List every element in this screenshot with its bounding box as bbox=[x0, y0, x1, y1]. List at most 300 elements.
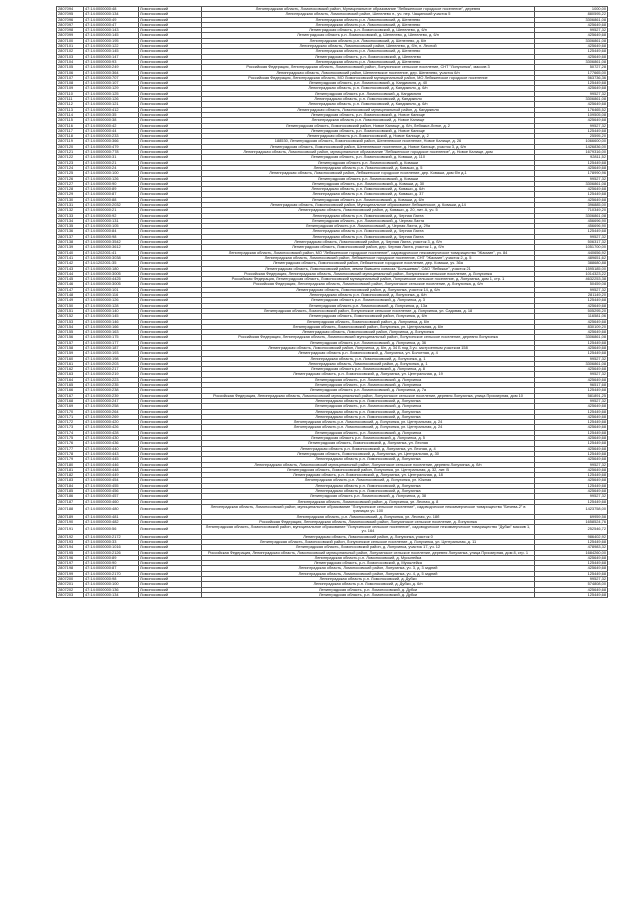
cell-kad: 47:14:0000000:147 bbox=[84, 54, 139, 59]
cell-val: 456696,90 bbox=[535, 224, 608, 229]
cell-addr: Ленинградская область р-н. Ломоносовский, д. Кандикюля bbox=[202, 91, 535, 96]
cell-rn: Ломоносовский bbox=[139, 330, 202, 335]
cell-kad: 47:14:0000000:100 bbox=[84, 582, 139, 587]
cell-kad: 47:14:0000000:145 bbox=[84, 33, 139, 38]
cell-addr: Ленинградская область р-н. Ломоносовский, д. Шепелево bbox=[202, 22, 535, 27]
table-row bbox=[57, 525, 608, 535]
cell-addr: Ленинградская область, р-н. Ломоносовский, д. Новое Калище bbox=[202, 112, 535, 117]
cell-kad: 47:14:0000000:89 bbox=[84, 187, 139, 192]
cell-rn: Ломоносовский bbox=[139, 118, 202, 123]
cell-kad: 47:14:0000000:3612 bbox=[84, 245, 139, 250]
cell-addr: Российская Федерация, Ленинградская область, Ломоносовский муниципальный район, Лопухинское сельское поселение, деревня Лопухинка bbox=[202, 335, 535, 340]
cell-addr: Ленинградская область р-н. Ломоносовский, д. Лопухинка, д. 3 bbox=[202, 298, 535, 303]
cell-id: 2807162 bbox=[57, 367, 84, 372]
cell-rn: Ломоносовский bbox=[139, 49, 202, 54]
cell-addr: Ленинградская область, Ломоносовский район, Лопухинка, уч. 3, д. 3 задний bbox=[202, 566, 535, 571]
cell-addr: Российская Федерация, Ленинградская область, Ломоносовский район, Лопухинское сельское поселение, д. Лопухинка, д. 6/н bbox=[202, 282, 535, 287]
cell-val: 125449,68 bbox=[535, 473, 608, 478]
cell-rn: Ломоносовский bbox=[139, 436, 202, 441]
cell-val: 125449,68 bbox=[535, 499, 608, 504]
cell-kad: 47:14:0000000:84 bbox=[84, 229, 139, 234]
cell-id: 2807096 bbox=[57, 17, 84, 22]
cell-val: 425649,68 bbox=[535, 436, 608, 441]
cell-kad: 47:14:0000000:249 bbox=[84, 65, 139, 70]
cell-rn: Ломоносовский bbox=[139, 483, 202, 488]
cell-id: 2807188 bbox=[57, 504, 84, 514]
cell-val: 125449,68 bbox=[535, 160, 608, 165]
cell-id: 2807105 bbox=[57, 65, 84, 70]
cell-kad: 47:14:0000000:146 bbox=[84, 319, 139, 324]
cell-id: 2807189 bbox=[57, 514, 84, 519]
cell-rn: Ломоносовский bbox=[139, 582, 202, 587]
cell-kad: 47:14:0000000:247 bbox=[84, 398, 139, 403]
cell-val: 478983,32 bbox=[535, 545, 608, 550]
cell-id: 2807170 bbox=[57, 409, 84, 414]
cell-rn: Ломоносовский bbox=[139, 457, 202, 462]
cell-id: 2807132 bbox=[57, 208, 84, 213]
cell-id: 2807111 bbox=[57, 97, 84, 102]
cell-val: 506317,32 bbox=[535, 240, 608, 245]
cell-id: 2807110 bbox=[57, 91, 84, 96]
cell-kad: 47:14:0000000:269 bbox=[84, 414, 139, 419]
cell-val: 581891,25 bbox=[535, 393, 608, 398]
cell-id: 2807144 bbox=[57, 271, 84, 276]
cell-rn: Ломоносовский bbox=[139, 393, 202, 398]
cell-addr: Ленинградская область р-н. Ломоносовский, д. Черная Лахта bbox=[202, 234, 535, 239]
cell-val: 99527,32 bbox=[535, 123, 608, 128]
cell-addr: Ленинградская область, Ломоносовский район, д. Лопухинка, д. 6/н bbox=[202, 319, 535, 324]
cell-val: 125449,68 bbox=[535, 430, 608, 435]
cell-val: 3306861,08 bbox=[535, 181, 608, 186]
cell-addr: Ленинградская область, р-н. Ломоносовский, д. Коваши, д. 110 bbox=[202, 155, 535, 160]
cell-rn: Ломоносовский bbox=[139, 478, 202, 483]
cell-val: 125449,68 bbox=[535, 561, 608, 566]
cell-kad: 47:14:0000000:101 bbox=[84, 287, 139, 292]
cell-addr: Ленинградская область р-н. Ломоносовский, д. Лопухинка, ул. Болотная, д. 4 bbox=[202, 351, 535, 356]
cell-id: 2807158 bbox=[57, 346, 84, 351]
cell-rn: Ломоносовский bbox=[139, 102, 202, 107]
cell-addr: Ленинградская область, р-н. Ломоносовский, д. Лопухинка bbox=[202, 377, 535, 382]
cell-id: 2807179 bbox=[57, 457, 84, 462]
cell-rn: Ломоносовский bbox=[139, 404, 202, 409]
cell-rn: Ломоносовский bbox=[139, 7, 202, 12]
cell-addr: Ленинградская область, р-н. Ломоносовский, д. Коваши, д. 6/н bbox=[202, 187, 535, 192]
cell-addr: Ленинградская область р-н. Ломоносовский, д. Лопухинка, д. 36 bbox=[202, 340, 535, 345]
cell-val: 125449,68 bbox=[535, 420, 608, 425]
cell-kad: 47:14:0000000:364 bbox=[84, 70, 139, 75]
cell-id: 2807198 bbox=[57, 566, 84, 571]
cell-addr: Ленинградская область, Ломоносовский район, Лопухинское сельское поселение, д. Лопухинка, ул. Центральная, д. 11 bbox=[202, 539, 535, 544]
cell-val: 1684260,00 bbox=[535, 550, 608, 555]
cell-addr: Ленинградская область, р-н. Ломоносовский, д. Лопухинка bbox=[202, 404, 535, 409]
cell-kad: 47:14:0000000:126 bbox=[84, 298, 139, 303]
cell-kad: 47:14:0000000:436 bbox=[84, 441, 139, 446]
cell-val: 99527,32 bbox=[535, 176, 608, 181]
cell-kad: 47:14:0000000:2172 bbox=[84, 534, 139, 539]
cell-val: 99527,32 bbox=[535, 372, 608, 377]
cell-kad: 47:14:0000000:195 bbox=[84, 38, 139, 43]
cell-rn: Ломоносовский bbox=[139, 308, 202, 313]
cell-kad: 47:14:0000000:223 bbox=[84, 377, 139, 382]
cell-kad: 47:14:0000000:238 bbox=[84, 388, 139, 393]
cell-rn: Ломоносовский bbox=[139, 59, 202, 64]
cell-kad: 47:14:0000000:49 bbox=[84, 17, 139, 22]
cell-rn: Ломоносовский bbox=[139, 150, 202, 155]
cell-kad: 47:14:0000000:428 bbox=[84, 430, 139, 435]
cell-val: 25595,20 bbox=[535, 134, 608, 139]
cell-val: 99527,32 bbox=[535, 462, 608, 467]
cell-val: 425649,68 bbox=[535, 86, 608, 91]
cell-val: 125449,68 bbox=[535, 483, 608, 488]
cell-val: 125449,68 bbox=[535, 409, 608, 414]
cell-id: 2807167 bbox=[57, 393, 84, 398]
cell-id: 2807175 bbox=[57, 436, 84, 441]
cell-kad: 47:14:0000000:21 bbox=[84, 208, 139, 213]
cell-rn: Ломоносовский bbox=[139, 550, 202, 555]
cell-val: 425649,68 bbox=[535, 489, 608, 494]
cell-rn: Ломоносовский bbox=[139, 293, 202, 298]
cell-rn: Ломоносовский bbox=[139, 65, 202, 70]
cell-id: 2807097 bbox=[57, 22, 84, 27]
cell-val: 4632253,38 bbox=[535, 277, 608, 282]
cell-val: 425649,68 bbox=[535, 587, 608, 592]
table-row bbox=[57, 550, 608, 555]
cell-rn: Ломоносовский bbox=[139, 561, 202, 566]
cell-id: 2807145 bbox=[57, 277, 84, 282]
cell-rn: Ломоносовский bbox=[139, 187, 202, 192]
cell-val: 125449,68 bbox=[535, 592, 608, 597]
cell-addr: Ленинградская область р-н. Ломоносовский, д. Дубки bbox=[202, 577, 535, 582]
cell-id: 2807155 bbox=[57, 330, 84, 335]
cell-rn: Ломоносовский bbox=[139, 224, 202, 229]
cell-addr: Российская Федерация, Ленинградская область, Ломоносовский муниципальный район, Лопухинское сельское поселение, д. Лопухинка, дом 1, стр. 1 bbox=[202, 277, 535, 282]
cell-rn: Ломоносовский bbox=[139, 22, 202, 27]
cell-id: 2807164 bbox=[57, 377, 84, 382]
cell-kad: 47:14:0000000:443 bbox=[84, 451, 139, 456]
cell-rn: Ломоносовский bbox=[139, 383, 202, 388]
cell-id: 2807182 bbox=[57, 473, 84, 478]
cell-id: 2807159 bbox=[57, 351, 84, 356]
cell-kad: 47:14:0000000:3005 bbox=[84, 282, 139, 287]
cell-addr: Ленинградская область, Ломоносовский район, Лопухинка, д. 6/н, д. 34 Б под 3 уч. застроенным участком 158 bbox=[202, 346, 535, 351]
cell-kad: 47:14:0000000:24 bbox=[84, 165, 139, 170]
cell-val: 505295,20 bbox=[535, 308, 608, 313]
cell-val: 880595,22 bbox=[535, 12, 608, 17]
cell-val: 3306861,08 bbox=[535, 59, 608, 64]
cell-id: 2807117 bbox=[57, 128, 84, 133]
cell-val: 425649,68 bbox=[535, 404, 608, 409]
cell-addr: Ленинградская область, Ломоносовский район, Шепелевское поселение, д. Новое Калище, участок 3, д. 6/н bbox=[202, 144, 535, 149]
cell-addr: Ленинградская область, Ломоносовский район, д. Лопухинка, д. 1 bbox=[202, 361, 535, 366]
cell-rn: Ломоносовский bbox=[139, 160, 202, 165]
cell-val: 3306861,08 bbox=[535, 335, 608, 340]
cell-val: 3306861,08 bbox=[535, 17, 608, 22]
cell-addr: Ленинградская область, Ломоносовский муниципальный район, д. Кандикюля bbox=[202, 107, 535, 112]
cell-addr: Ленинградская область, р-н. Ломоносовский, д. Дубки bbox=[202, 587, 535, 592]
cell-kad: 47:14:0000000:454 bbox=[84, 478, 139, 483]
cell-id: 2807202 bbox=[57, 587, 84, 592]
cell-kad: 47:14:0000000:35 bbox=[84, 112, 139, 117]
cell-rn: Ломоносовский bbox=[139, 240, 202, 245]
cell-id: 2807177 bbox=[57, 446, 84, 451]
cell-rn: Ломоносовский bbox=[139, 128, 202, 133]
cell-id: 2807201 bbox=[57, 582, 84, 587]
cell-id: 2807165 bbox=[57, 383, 84, 388]
cell-id: 2807123 bbox=[57, 160, 84, 165]
cell-val: 281149,20 bbox=[535, 293, 608, 298]
cell-id: 2807101 bbox=[57, 44, 84, 49]
cell-val: 125449,68 bbox=[535, 571, 608, 576]
cell-kad: 47:14:0000000:235 bbox=[84, 383, 139, 388]
cell-addr: Ленинградская область, Ломоносовский район, Лопухинское сельское поселение, д. Лопухинка, ул. Садовая, д. 18 bbox=[202, 308, 535, 313]
cell-kad: 47:14:0000000:198 bbox=[84, 356, 139, 361]
cell-rn: Ломоносовский bbox=[139, 155, 202, 160]
cell-addr: Ленинградская область, Ломоносовский район, Лебяженское городское поселение, СНТ "Жасмин", участок 2, д. 5 bbox=[202, 255, 535, 260]
cell-addr: Ленинградская область р-н. Ломоносовский, д. Новое Калище bbox=[202, 118, 535, 123]
cell-addr: Ленинградская область р-н. Ломоносовский, д. Лопухинка bbox=[202, 483, 535, 488]
cell-addr: 188530, Ленинградская область, Ломоносовский район, Шепелевское поселение, Новое Калище, д. 26 bbox=[202, 139, 535, 144]
cell-rn: Ломоносовский bbox=[139, 245, 202, 250]
cell-rn: Ломоносовский bbox=[139, 271, 202, 276]
cell-kad: 47:14:0000000:455 bbox=[84, 483, 139, 488]
cell-val: 1051700,00 bbox=[535, 245, 608, 250]
cell-kad: 47:14:0000000:446 bbox=[84, 462, 139, 467]
cell-rn: Ломоносовский bbox=[139, 314, 202, 319]
cell-id: 2807098 bbox=[57, 28, 84, 33]
cell-id: 2807137 bbox=[57, 234, 84, 239]
cell-id: 2807142 bbox=[57, 261, 84, 266]
cell-rn: Ломоносовский bbox=[139, 587, 202, 592]
cell-kad: 47:14:0000000:180 bbox=[84, 266, 139, 271]
cell-id: 2807112 bbox=[57, 102, 84, 107]
cell-addr: Ленинградская область, р-н. Ломоносовский, д. Дубки bbox=[202, 592, 535, 597]
cell-id: 2807115 bbox=[57, 118, 84, 123]
cell-id: 2807199 bbox=[57, 571, 84, 576]
cell-addr: Ленинградская область р-н. Ломоносовский, д. Шепелево bbox=[202, 59, 535, 64]
cell-addr: Ленинградская область р-н. Ломоносовский, д. Лопухинка bbox=[202, 489, 535, 494]
cell-kad: 47:14:0000000:264 bbox=[84, 409, 139, 414]
cell-kad: 47:14:0000000:2126 bbox=[84, 550, 139, 555]
cell-val: 830109,20 bbox=[535, 324, 608, 329]
cell-kad: 47:14:0000000:258 bbox=[84, 404, 139, 409]
cell-val: 425649,68 bbox=[535, 165, 608, 170]
cell-kad: 47:14:0000000:1016 bbox=[84, 545, 139, 550]
cell-id: 2807119 bbox=[57, 139, 84, 144]
cell-kad: 47:14:0000000:38 bbox=[84, 118, 139, 123]
cell-id: 2807121 bbox=[57, 150, 84, 155]
cell-val: 710349,20 bbox=[535, 208, 608, 213]
cell-kad: 47:14:0000000:105 bbox=[84, 224, 139, 229]
cell-addr: Ленинградская область р-н. Ломоносовский, д. Лопухинка, д. 8 bbox=[202, 367, 535, 372]
cell-val: 425649,68 bbox=[535, 44, 608, 49]
cell-addr: Ленинградская область, р-н. Ломоносовский, д. Шепелево bbox=[202, 54, 535, 59]
cell-kad: 47:14:0000000:31 bbox=[84, 155, 139, 160]
cell-addr: Ленинградская область, р-н. Ломоносовский, д. Новое Калище bbox=[202, 128, 535, 133]
cell-addr: Ленинградская область, Ломоносовский район, Муниципальное образование "Лебяженское городское поселение", деревня bbox=[202, 7, 535, 12]
cell-id: 2807154 bbox=[57, 324, 84, 329]
cell-kad: 47:14:0000000:239 bbox=[84, 393, 139, 398]
cell-kad: 47:14:0000000:56 bbox=[84, 525, 139, 535]
cell-rn: Ломоносовский bbox=[139, 571, 202, 576]
cell-id: 2807152 bbox=[57, 314, 84, 319]
cell-val: 125449,68 bbox=[535, 49, 608, 54]
cell-val: 425649,68 bbox=[535, 446, 608, 451]
cell-rn: Ломоносовский bbox=[139, 420, 202, 425]
cell-addr: Ленинградская область, Ломоносовский, д. Лопухинка, ул. Лесная bbox=[202, 441, 535, 446]
cell-val: 425649,68 bbox=[535, 197, 608, 202]
cell-kad: 47:14:0000000:177 bbox=[84, 340, 139, 345]
cell-val: 563736,36 bbox=[535, 75, 608, 80]
cell-rn: Ломоносовский bbox=[139, 372, 202, 377]
cell-rn: Ломоносовский bbox=[139, 446, 202, 451]
cell-val: 425649,68 bbox=[535, 457, 608, 462]
cell-kad: 47:14:0000000:480 bbox=[84, 504, 139, 514]
cell-id: 2807107 bbox=[57, 75, 84, 80]
cell-addr: Ленинградская область р-н. Ломоносовский, д. Коваши, д. 6/н bbox=[202, 197, 535, 202]
cell-rn: Ломоносовский bbox=[139, 340, 202, 345]
cell-val: 69959,58 bbox=[535, 514, 608, 519]
cell-val: 3306861,08 bbox=[535, 361, 608, 366]
cell-addr: Российская Федерация, Ленинградская область, Ломоносовский район, Лопухинское сельское поселение, СНТ "Лопухинка", массив 3 bbox=[202, 65, 535, 70]
cell-kad: 47:14:0000000:163 bbox=[84, 330, 139, 335]
cell-val: 425649,68 bbox=[535, 555, 608, 560]
cell-addr: Ленинградская область р-н. Ломоносовский, д. Лопухинка bbox=[202, 409, 535, 414]
cell-addr: Ленинградская область, Ломоносовский район, Лопухинка, ул. Центральная, д. 6/н bbox=[202, 324, 535, 329]
cell-rn: Ломоносовский bbox=[139, 91, 202, 96]
cell-id: 2807129 bbox=[57, 192, 84, 197]
cell-val: 388680,88 bbox=[535, 261, 608, 266]
cell-addr: Ленинградская область р-н. Ломоносовский, д. Лопухинка bbox=[202, 398, 535, 403]
cell-addr: Ленинградская область, Ломоносовский район, дер. Черная Лахта, участок 1, д. б/н bbox=[202, 245, 535, 250]
cell-kad: 47:14:0000000:107 bbox=[84, 81, 139, 86]
cell-rn: Ломоносовский bbox=[139, 287, 202, 292]
cell-rn: Ломоносовский bbox=[139, 202, 202, 207]
cell-id: 2807134 bbox=[57, 218, 84, 223]
cell-kad: 47:14:0000000:426 bbox=[84, 425, 139, 430]
cell-kad: 47:14:0000000:233 bbox=[84, 134, 139, 139]
cell-addr: Ленинградская область р-н. Ломоносовский, д. Лопухинка, д. 38 bbox=[202, 494, 535, 499]
cell-id: 2807124 bbox=[57, 165, 84, 170]
cell-id: 2807114 bbox=[57, 112, 84, 117]
cell-val: 96517,68 bbox=[535, 383, 608, 388]
cell-val: 3306861,08 bbox=[535, 97, 608, 102]
cell-addr: Ленинградская область, р-н. Ломоносовский, д. Лопухинка, ул. Центральная, д. 18 bbox=[202, 473, 535, 478]
cell-addr: Ленинградская область р-н. Ломоносовский, д. Мусылейка bbox=[202, 555, 535, 560]
cell-kad: 47:14:0000000:187 bbox=[84, 346, 139, 351]
cell-id: 2807168 bbox=[57, 398, 84, 403]
cell-kad: 47:14:0000000:128 bbox=[84, 303, 139, 308]
cell-val: 396885,00 bbox=[535, 202, 608, 207]
cell-val: 99527,32 bbox=[535, 577, 608, 582]
cell-val: 125449,68 bbox=[535, 229, 608, 234]
cell-kad: 47:14:0000000:100 bbox=[84, 171, 139, 176]
cell-id: 2807133 bbox=[57, 213, 84, 218]
cell-rn: Ломоносовский bbox=[139, 112, 202, 117]
cell-addr: Ленинградская область, Ломоносовский район, Лопухинка, д. Лопухинка bbox=[202, 330, 535, 335]
property-table-body bbox=[57, 7, 608, 598]
cell-addr: Ленинградская область, р-н. Ломоносовский, д. Кандикюля, д. 40 bbox=[202, 81, 535, 86]
cell-rn: Ломоносовский bbox=[139, 489, 202, 494]
cell-rn: Ломоносовский bbox=[139, 592, 202, 597]
cell-val: 99527,32 bbox=[535, 398, 608, 403]
cell-id: 2807183 bbox=[57, 478, 84, 483]
cell-rn: Ломоносовский bbox=[139, 451, 202, 456]
cell-id: 2807141 bbox=[57, 255, 84, 260]
cell-kad: 47:14:0000000:412 bbox=[84, 107, 139, 112]
cell-rn: Ломоносовский bbox=[139, 282, 202, 287]
cell-addr: Ленинградская область р-н. Ломоносовский, д. Дубки, д. 6/н bbox=[202, 582, 535, 587]
cell-id: 2807143 bbox=[57, 266, 84, 271]
cell-rn: Ломоносовский bbox=[139, 208, 202, 213]
cell-rn: Ломоносовский bbox=[139, 176, 202, 181]
cell-addr: Ленинградская область р-н. Ломоносовский, д. Коваши bbox=[202, 176, 535, 181]
cell-val: 3306861,08 bbox=[535, 213, 608, 218]
cell-val: 252546,72 bbox=[535, 525, 608, 535]
cell-id: 2807181 bbox=[57, 467, 84, 472]
cell-addr: Ленинградская область, Ломоносовский район, д. Лопухинка, участок 0 bbox=[202, 534, 535, 539]
property-table bbox=[56, 6, 608, 598]
cell-rn: Ломоносовский bbox=[139, 261, 202, 266]
cell-addr: Российская Федерация, Ленинградская область, Ломоносовский муниципальный район, Лопухинское сельское поселение, деревня Лопухинка, улица Приозерная, дом 10 bbox=[202, 393, 535, 398]
cell-val: 489651,62 bbox=[535, 255, 608, 260]
cell-id: 2807173 bbox=[57, 425, 84, 430]
cell-id: 2807125 bbox=[57, 171, 84, 176]
cell-id: 2807140 bbox=[57, 250, 84, 255]
cell-rn: Ломоносовский bbox=[139, 197, 202, 202]
cell-addr: Ленинградская область, р-н. Ломоносовский, д. Лопухинка bbox=[202, 430, 535, 435]
cell-kad: 47:14:0000000:778 bbox=[84, 150, 139, 155]
cell-val: 125449,68 bbox=[535, 351, 608, 356]
cell-rn: Ломоносовский bbox=[139, 229, 202, 234]
cell-rn: Ломоносовский bbox=[139, 266, 202, 271]
cell-addr: Ленинградская область р-н. Ломоносовский, д. Шепелево, д. 6/н bbox=[202, 38, 535, 43]
cell-id: 2807178 bbox=[57, 451, 84, 456]
cell-addr: Ленинградская область р-н. Ломоносовский, д. Черная Лахта bbox=[202, 229, 535, 234]
cell-id: 2807130 bbox=[57, 197, 84, 202]
cell-val: 99527,32 bbox=[535, 287, 608, 292]
cell-val: 125449,68 bbox=[535, 128, 608, 133]
cell-addr: Ленинградская область, Ломоносовский район, Лопухинка, ул. Центральная, д. 32, лит. В bbox=[202, 467, 535, 472]
cell-val: 425649,68 bbox=[535, 187, 608, 192]
cell-rn: Ломоносовский bbox=[139, 467, 202, 472]
cell-id: 2807150 bbox=[57, 303, 84, 308]
cell-rn: Ломоносовский bbox=[139, 555, 202, 560]
cell-kad: 47:14:0000000:203 bbox=[84, 361, 139, 366]
cell-val: 178990,96 bbox=[535, 171, 608, 176]
cell-addr: Ленинградская область р-н. Ломоносовский, д. Шепелево, д. Шепелево, д. 6/н bbox=[202, 33, 535, 38]
cell-kad: 47:14:0000000:479 bbox=[84, 144, 139, 149]
cell-id: 2807147 bbox=[57, 287, 84, 292]
cell-id: 2807109 bbox=[57, 86, 84, 91]
cell-addr: Ленинградская область, Ломоносовский район, д. Лопухинка, участок 17, уч. 12 bbox=[202, 545, 535, 550]
cell-val: 1426836,00 bbox=[535, 144, 608, 149]
cell-id: 2807156 bbox=[57, 335, 84, 340]
cell-kad: 47:14:0000000:3005 bbox=[84, 271, 139, 276]
cell-id: 2807099 bbox=[57, 33, 84, 38]
cell-rn: Ломоносовский bbox=[139, 361, 202, 366]
cell-rn: Ломоносовский bbox=[139, 192, 202, 197]
cell-addr: Ленинградская область, р-н. Ломоносовский, д. Лопухинка bbox=[202, 383, 535, 388]
cell-rn: Ломоносовский bbox=[139, 351, 202, 356]
cell-addr: Ленинградская область р-н. Ломоносовский, д. Лопухинка, д. 6/н bbox=[202, 293, 535, 298]
cell-val: 440656,92 bbox=[535, 250, 608, 255]
cell-kad: 47:14:0000000:2170 bbox=[84, 571, 139, 576]
cell-id: 2807174 bbox=[57, 430, 84, 435]
cell-addr: Ленинградская область р-н. Ломоносовский, д. Лопухинка, д. 5 bbox=[202, 436, 535, 441]
cell-rn: Ломоносовский bbox=[139, 218, 202, 223]
cell-addr: Ленинградская область, Ломоносовский район, Лопухинка, уч. 4, д. 5 задний bbox=[202, 571, 535, 576]
cell-id: 2807131 bbox=[57, 202, 84, 207]
